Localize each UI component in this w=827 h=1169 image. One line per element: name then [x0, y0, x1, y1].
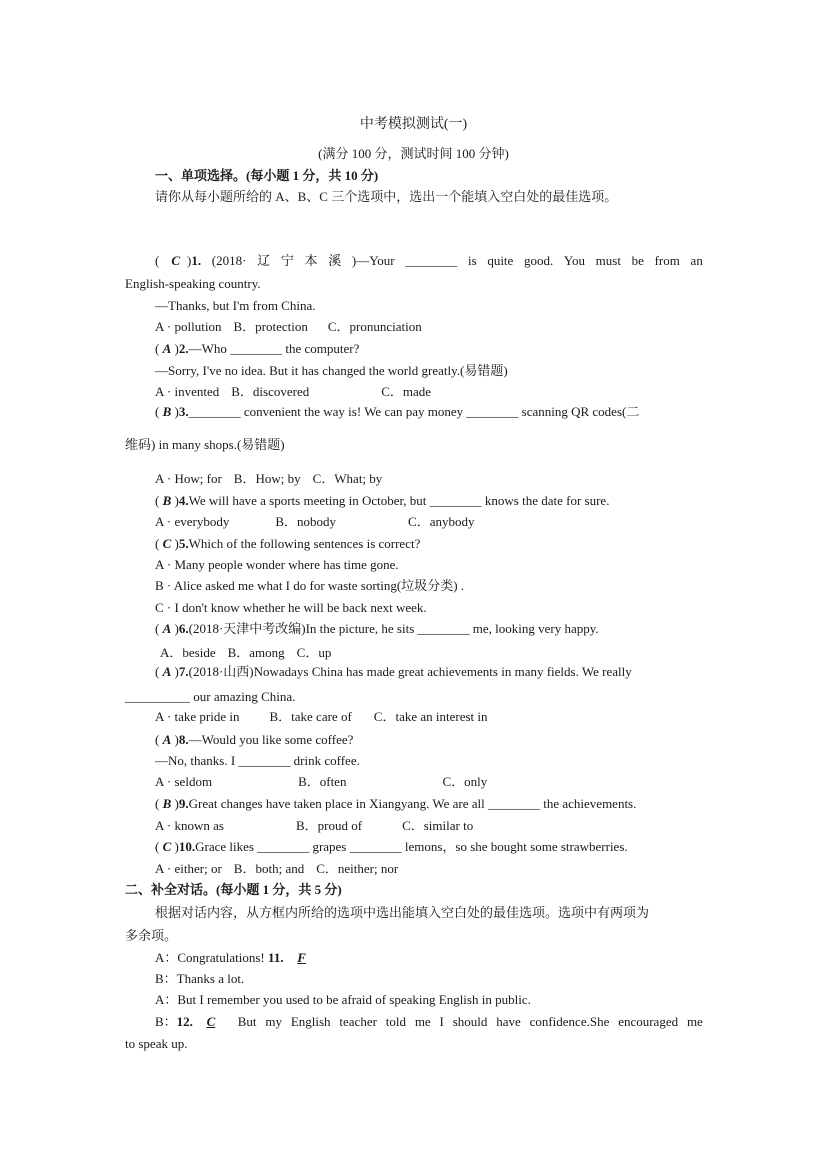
option-b: B．proud of [295, 818, 363, 833]
option-a: A · known as [155, 818, 224, 833]
option-b: B．among [227, 645, 285, 660]
dialog-line-2: B：Thanks a lot. [155, 971, 245, 986]
option-c: C．made [381, 384, 432, 399]
question-1-options [155, 319, 422, 335]
option-a: A · either; or [155, 861, 222, 876]
dialog-line-3: A：But I remember you used to be afraid of speaking English in public. [155, 992, 531, 1007]
option-b: B．nobody [275, 514, 337, 529]
dialog-line-1: A：Congratulations! 11. F [155, 950, 320, 966]
option-b: B．both; and [233, 861, 305, 876]
question-2-options [155, 384, 431, 400]
question-3-options [155, 471, 382, 487]
question-3-line2: 维码) in many shops.(易错题) [125, 437, 285, 452]
question-8-options [155, 774, 487, 790]
option-c: C．pronunciation [327, 319, 422, 334]
question-1: ( C )1. (2018· 辽 宁 本 溪 )—Your ________ is quite good. You must be from an [155, 253, 703, 268]
option-c: C．anybody [408, 514, 475, 529]
question-5-option-c: C · I don't know whether he will be back next week. [155, 600, 427, 615]
question-5: ( C )5.Which of the following sentences is correct? [155, 536, 421, 551]
option-b: B．discovered [231, 384, 310, 399]
question-5-option-b: B · Alice asked me what I do for waste sorting(垃圾分类) . [155, 578, 465, 593]
question-9-options [155, 818, 473, 834]
option-c: C．up [296, 645, 332, 660]
q1-answer-slot: ( C )1. [155, 253, 202, 268]
option-c: C．neither; nor [316, 861, 399, 876]
question-8: ( A )8.—Would you like some coffee? [155, 732, 354, 747]
option-a: A · How; for [155, 471, 222, 486]
option-c: C．similar to [402, 818, 474, 833]
question-2-line2: —Sorry, I've no idea. But it has changed the world greatly.(易错题) [155, 363, 508, 378]
question-7-line2: __________ our amazing China. [125, 689, 296, 704]
option-a: A · take pride in [155, 709, 240, 724]
question-6-options [160, 645, 331, 661]
question-7: ( A )7.(2018·山西)Nowadays China has made great achievements in many fields. We really [155, 664, 632, 679]
option-a: A · seldom [155, 774, 213, 789]
question-10-options [155, 861, 398, 877]
question-5-option-a: A · Many people wonder where has time gone. [155, 557, 399, 572]
question-6: ( A )6.(2018·天津中考改编)In the picture, he sits ________ me, looking very happy. [155, 621, 599, 636]
question-4-options [155, 514, 475, 530]
page-subtitle: (满分 100 分，测试时间 100 分钟) [318, 146, 509, 161]
dialog-line-4-cont: to speak up. [125, 1036, 188, 1051]
option-a: A · everybody [155, 514, 230, 529]
question-8-line2: —No, thanks. I ________ drink coffee. [155, 753, 360, 768]
option-a: A．beside [160, 645, 216, 660]
option-c: C．only [442, 774, 488, 789]
section2-instruction-line2: 多余项。 [125, 928, 178, 943]
question-1-line2: English-speaking country. [125, 276, 261, 291]
section2-instruction: 根据对话内容，从方框内所给的选项中选出能填入空白处的最佳选项。选项中有两项为 [155, 905, 650, 920]
option-a: A · pollution [155, 319, 222, 334]
option-c: C．take an interest in [373, 709, 488, 724]
answer-11: F [297, 950, 306, 965]
option-b: B．protection [233, 319, 308, 334]
question-1-line3: —Thanks, but I'm from China. [155, 298, 316, 313]
option-a: A · invented [155, 384, 220, 399]
question-9: ( B )9.Great changes have taken place in Xiangyang. We are all ________ the achievements. [155, 796, 637, 811]
option-b: B．How; by [233, 471, 301, 486]
section1-instruction: 请你从每小题所给的 A、B、C 三个选项中，选出一个能填入空白处的最佳选项。 [155, 189, 618, 204]
question-2: ( A )2.—Who ________ the computer? [155, 341, 360, 356]
option-b: B．often [298, 774, 347, 789]
page-title: 中考模拟测试(一) [359, 117, 468, 132]
section1-heading: 一、单项选择。(每小题 1 分，共 10 分) [155, 168, 379, 183]
question-4: ( B )4.We will have a sports meeting in October, but ________ knows the date for sure. [155, 493, 610, 508]
question-10: ( C )10.Grace likes ________ grapes ________ lemons，so she bought some strawberries. [155, 839, 628, 854]
option-c: C．What; by [312, 471, 383, 486]
question-3: ( B )3.________ convenient the way is! We can pay money ________ scanning QR codes(二 [155, 404, 640, 419]
dialog-line-4: B：12. C But my English teacher told me I should have confidence.She encouraged me [155, 1014, 703, 1029]
option-b: B．take care of [269, 709, 352, 724]
question-7-options [155, 709, 488, 725]
section2-heading: 二、补全对话。(每小题 1 分，共 5 分) [125, 882, 342, 897]
answer-12: C [206, 1014, 216, 1029]
